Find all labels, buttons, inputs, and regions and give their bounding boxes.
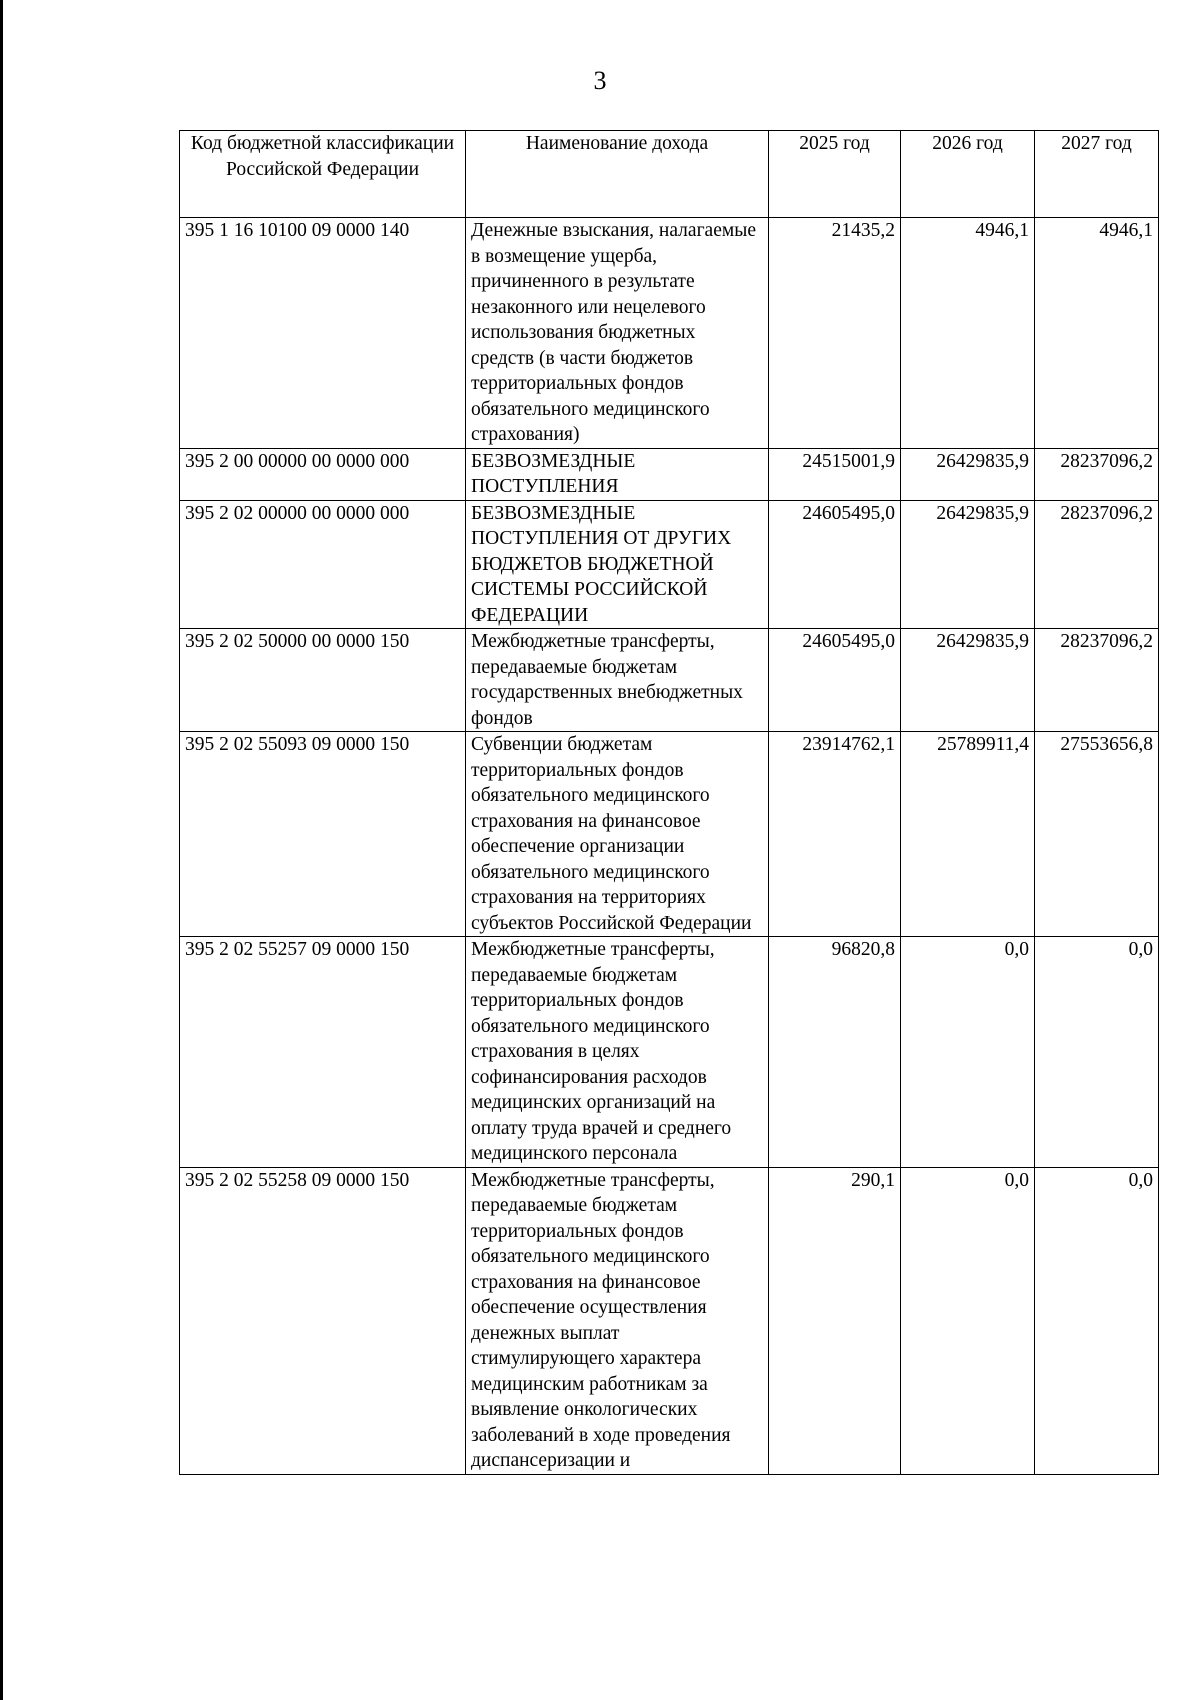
row-name: Денежные взыскания, налагаемые в возмещение ущерба, причиненного в результате незаконного или нецелевого использования бюджетных средств (в части бюджетов территориальных фондов обязательного медицинского страхования) <box>466 218 769 449</box>
page-left-edge <box>0 0 3 1700</box>
row-value-2026: 25789911,4 <box>901 732 1035 937</box>
row-code: 395 2 02 50000 00 0000 150 <box>180 629 466 732</box>
row-code: 395 2 02 00000 00 0000 000 <box>180 500 466 629</box>
row-value-2026: 0,0 <box>901 1167 1035 1474</box>
header-name: Наименование дохода <box>466 131 769 218</box>
row-code: 395 2 02 55257 09 0000 150 <box>180 937 466 1168</box>
row-value-2027: 0,0 <box>1035 1167 1159 1474</box>
table-row <box>180 1167 1159 1474</box>
row-name: Межбюджетные трансферты, передаваемые бюджетам государственных внебюджетных фондов <box>466 629 769 732</box>
row-value-2025: 290,1 <box>769 1167 901 1474</box>
row-name: Межбюджетные трансферты, передаваемые бюджетам территориальных фондов обязательного медицинского страхования в целях софинансирования расходов медицинских организаций на оплату труда врачей и среднего медицинского персонала <box>466 937 769 1168</box>
row-value-2025: 23914762,1 <box>769 732 901 937</box>
row-code: 395 2 02 55093 09 0000 150 <box>180 732 466 937</box>
row-value-2025: 24515001,9 <box>769 448 901 500</box>
row-name: Межбюджетные трансферты, передаваемые бюджетам территориальных фондов обязательного медицинского страхования на финансовое обеспечение осуществления денежных выплат стимулирующего характера медицинским работникам за выявление онкологических заболеваний в ходе проведения диспансеризации и <box>466 1167 769 1474</box>
row-value-2026: 0,0 <box>901 937 1035 1168</box>
row-value-2026: 26429835,9 <box>901 500 1035 629</box>
row-value-2026: 4946,1 <box>901 218 1035 449</box>
header-2026: 2026 год <box>901 131 1035 218</box>
row-value-2027: 28237096,2 <box>1035 500 1159 629</box>
row-value-2026: 26429835,9 <box>901 629 1035 732</box>
row-name: Субвенции бюджетам территориальных фондов обязательного медицинского страхования на финансовое обеспечение организации обязательного медицинского страхования на территориях субъектов Российской Федерации <box>466 732 769 937</box>
row-value-2025: 24605495,0 <box>769 629 901 732</box>
row-code: 395 1 16 10100 09 0000 140 <box>180 218 466 449</box>
row-value-2027: 28237096,2 <box>1035 629 1159 732</box>
row-value-2025: 24605495,0 <box>769 500 901 629</box>
row-code: 395 2 00 00000 00 0000 000 <box>180 448 466 500</box>
row-value-2027: 0,0 <box>1035 937 1159 1168</box>
row-name: БЕЗВОЗМЕЗДНЫЕ ПОСТУПЛЕНИЯ ОТ ДРУГИХ БЮДЖЕТОВ БЮДЖЕТНОЙ СИСТЕМЫ РОССИЙСКОЙ ФЕДЕРАЦИИ <box>466 500 769 629</box>
table-row <box>180 218 1159 449</box>
revenue-table <box>179 130 1159 1475</box>
header-2027: 2027 год <box>1035 131 1159 218</box>
table-row <box>180 448 1159 500</box>
row-value-2027: 4946,1 <box>1035 218 1159 449</box>
row-name: БЕЗВОЗМЕЗДНЫЕ ПОСТУПЛЕНИЯ <box>466 448 769 500</box>
row-value-2025: 21435,2 <box>769 218 901 449</box>
table-row <box>180 500 1159 629</box>
table-row <box>180 937 1159 1168</box>
page-number: 3 <box>593 66 607 95</box>
table-row <box>180 629 1159 732</box>
table-row <box>180 732 1159 937</box>
row-value-2026: 26429835,9 <box>901 448 1035 500</box>
table-header-row <box>180 131 1159 218</box>
row-code: 395 2 02 55258 09 0000 150 <box>180 1167 466 1474</box>
header-2025: 2025 год <box>769 131 901 218</box>
row-value-2027: 28237096,2 <box>1035 448 1159 500</box>
header-code: Код бюджетной классификации Российской Федерации <box>180 131 466 218</box>
row-value-2027: 27553656,8 <box>1035 732 1159 937</box>
row-value-2025: 96820,8 <box>769 937 901 1168</box>
